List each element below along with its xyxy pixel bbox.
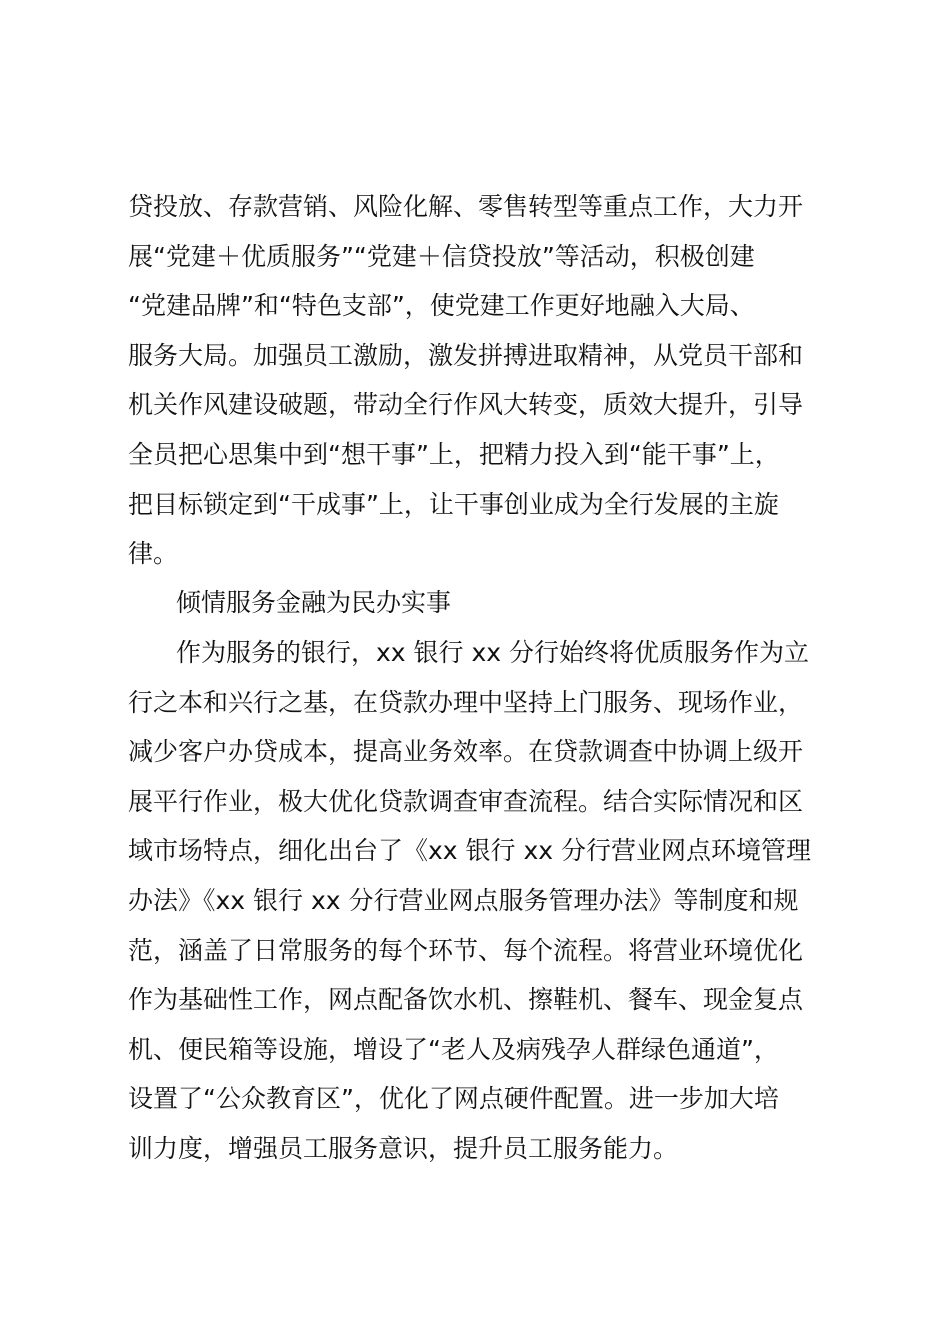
paragraph-line: 律。 — [128, 539, 179, 569]
paragraph-line: 减少客户办贷成本，提高业务效率。在贷款调查中协调上级开 — [128, 737, 804, 767]
paragraph-line: 机关作风建设破题，带动全行作风大转变，质效大提升，引导 — [128, 390, 804, 420]
paragraph-line: 展“党建＋优质服务”“党建＋信贷投放”等活动，积极创建 — [128, 241, 755, 271]
paragraph-line: 作为基础性工作，网点配备饮水机、擦鞋机、餐车、现金复点 — [128, 985, 804, 1015]
section-heading: 倾情服务金融为民办实事 — [176, 588, 452, 617]
paragraph-line: 办法》《xx 银行 xx 分行营业网点服务管理办法》等制度和规 — [128, 885, 799, 915]
paragraph-line: “党建品牌”和“特色支部”，使党建工作更好地融入大局、 — [128, 291, 755, 321]
section-heading-container — [128, 578, 848, 628]
paragraph-line: 展平行作业，极大优化贷款调查审查流程。结合实际情况和区 — [128, 786, 804, 816]
paragraph-line: 设置了“公众教育区”，优化了网点硬件配置。进一步加大培 — [128, 1084, 779, 1114]
paragraph-party-building — [128, 182, 848, 579]
paragraph-line: 把目标锁定到“干成事”上，让干事创业成为全行发展的主旋 — [128, 489, 779, 519]
paragraph-line: 机、便民箱等设施，增设了“老人及病残孕人群绿色通道”， — [128, 1034, 779, 1064]
paragraph-line: 行之本和兴行之基，在贷款办理中坚持上门服务、现场作业， — [128, 687, 804, 717]
paragraph-line: 贷投放、存款营销、风险化解、零售转型等重点工作，大力开 — [128, 192, 804, 221]
paragraph-line: 范，涵盖了日常服务的每个环节、每个流程。将营业环境优化 — [128, 935, 804, 965]
paragraph-line: 作为服务的银行，xx 银行 xx 分行始终将优质服务作为立 — [176, 638, 810, 667]
paragraph-line: 域市场特点，细化出台了《xx 银行 xx 分行营业网点环境管理 — [128, 836, 812, 866]
paragraph-line: 服务大局。加强员工激励，激发拼搏进取精神，从党员干部和 — [128, 340, 804, 370]
paragraph-line: 全员把心思集中到“想干事”上，把精力投入到“能干事”上， — [128, 439, 780, 469]
paragraph-line: 训力度，增强员工服务意识，提升员工服务能力。 — [128, 1133, 679, 1163]
paragraph-service — [128, 628, 848, 1174]
